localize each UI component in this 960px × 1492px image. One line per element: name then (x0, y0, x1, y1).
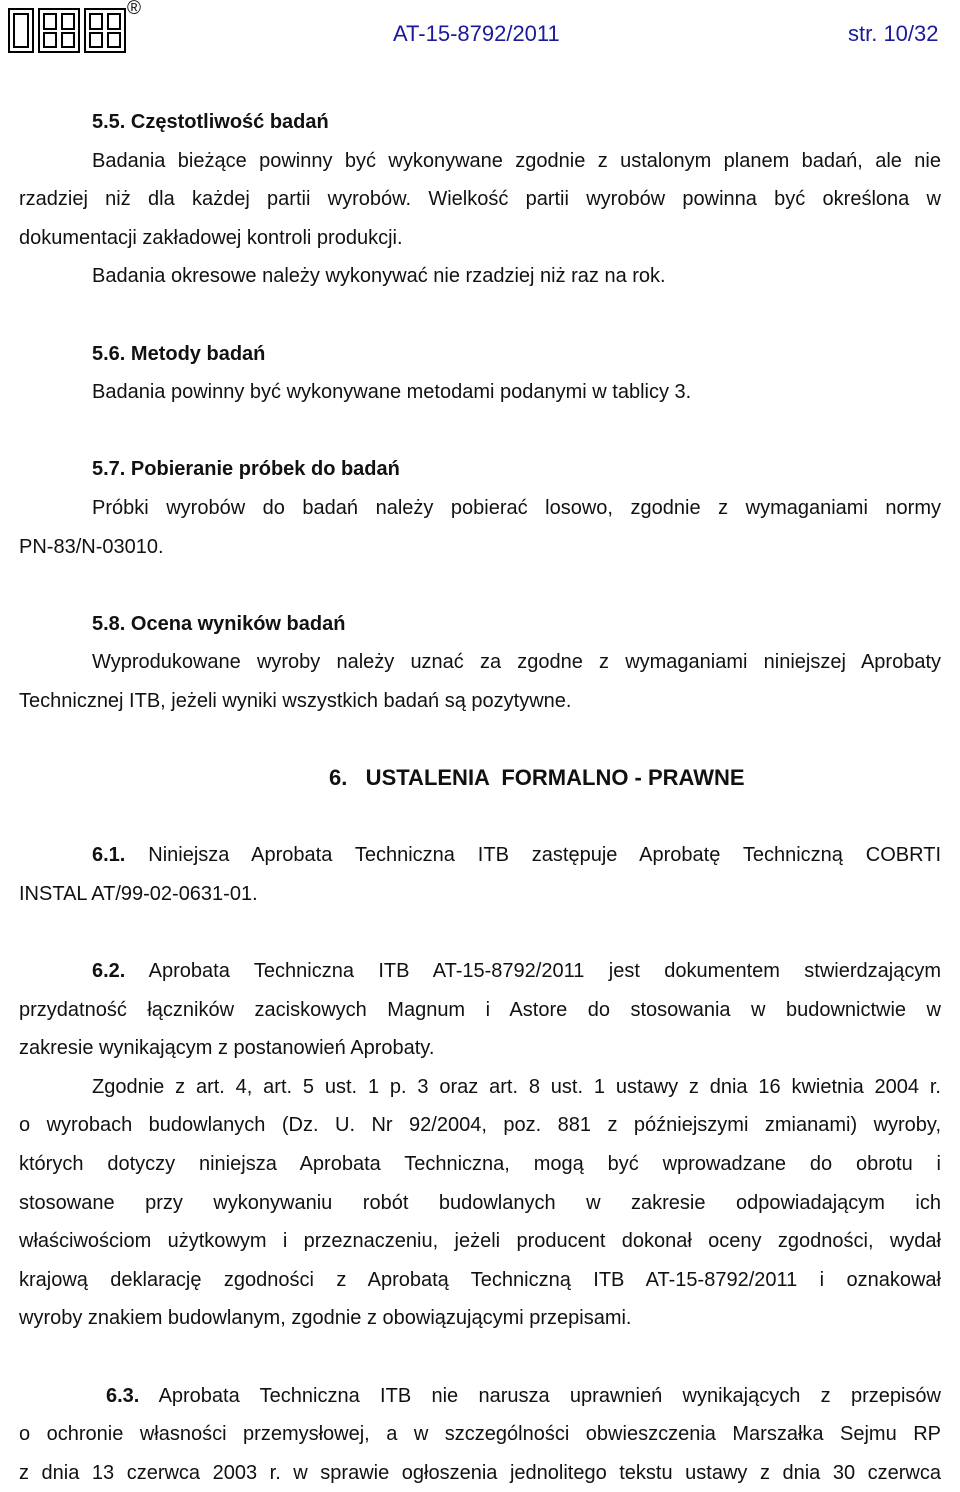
paragraph-line: o wyrobach budowlanych (Dz. U. Nr 92/2004, poz. 881 z późniejszymi zmianami) wyroby, (19, 1114, 941, 1137)
paragraph-line: z dnia 13 czerwca 2003 r. w sprawie ogłoszenia jednolitego tekstu ustawy z dnia 30 czerwca (19, 1461, 941, 1484)
paragraph-line: Badania powinny być wykonywane metodami podanymi w tablicy 3. (92, 381, 692, 404)
heading-title: Metody badań (130, 342, 266, 365)
paragraph-line: Badania bieżące powinny być wykonywane zgodnie z ustalonym planem badań, ale nie (92, 149, 941, 172)
paragraph-text: Aprobata Techniczna ITB nie narusza uprawnień wynikających z przepisów (158, 1384, 941, 1407)
paragraph-line: których dotyczy niniejsza Aprobata Techniczna, mogą być wprowadzane do obrotu i (19, 1153, 941, 1176)
paragraph-line: Próbki wyrobów do badań należy pobierać losowo, zgodnie z wymaganiami normy (92, 496, 941, 519)
registered-mark: ® (127, 0, 141, 19)
paragraph-line: PN-83/N-03010. (19, 535, 164, 558)
chapter-heading-6: 6. USTALENIA FORMALNO - PRAWNE (329, 765, 745, 791)
paragraph-text: Aprobata Techniczna ITB AT-15-8792/2011 jest dokumentem stwierdzającym (148, 960, 942, 983)
section-6-1-first-line (19, 836, 941, 875)
page-header (0, 0, 960, 60)
paragraph-line: o ochronie własności przemysłowej, a w szczególności obwieszczenia Marszałka Sejmu RP (19, 1423, 941, 1446)
paragraph-line: rzadziej niż dla każdej partii wyrobów. Wielkość partii wyrobów powinna być określona w (19, 188, 941, 211)
paragraph-line: właściwościom użytkowym i przeznaczeniu, jeżeli producent dokonał oceny zgodności, wydał (19, 1230, 941, 1253)
page-number: str. 10/32 (848, 21, 939, 46)
paragraph-line: Zgodnie z art. 4, art. 5 ust. 1 p. 3 oraz art. 8 ust. 1 ustawy z dnia 16 kwietnia 2004 r. (92, 1075, 941, 1098)
paragraph-line: Technicznej ITB, jeżeli wyniki wszystkich badań są pozytywne. (19, 689, 572, 712)
paragraph-line: stosowane przy wykonywaniu robót budowlanych w zakresie odpowiadającym ich (19, 1191, 941, 1214)
paragraph-line: INSTAL AT/99-02-0631-01. (19, 882, 258, 905)
section-6-2-first-line (19, 952, 941, 991)
paragraph-line: Badania okresowe należy wykonywać nie rzadziej niż raz na rok. (92, 265, 666, 288)
paragraph-line: przydatność łączników zaciskowych Magnum i Astore do stosowania w budownictwie w (19, 998, 941, 1021)
heading-title: Pobieranie próbek do badań (130, 458, 400, 481)
paragraph-line: Wyprodukowane wyroby należy uznać za zgodne z wymaganiami niniejszej Aprobaty (92, 651, 941, 674)
heading-title: Częstotliwość badań (130, 111, 329, 133)
heading-number: 5.6. (92, 342, 126, 365)
paragraph-text: Niniejsza Aprobata Techniczna ITB zastępuje Aprobatę Techniczną COBRTI (148, 844, 941, 867)
section-number: 6.2. (92, 960, 126, 983)
heading-number: 5.8. (92, 612, 126, 635)
section-number: 6.1. (92, 844, 126, 867)
heading-title: Ocena wyników badań (130, 612, 346, 635)
section-heading-5-8 (19, 605, 941, 644)
paragraph-line: krajową deklarację zgodności z Aprobatą Techniczną ITB AT-15-8792/2011 i oznakował (19, 1268, 941, 1291)
section-6-3-first-line (19, 1377, 941, 1416)
heading-number: 5.7. (92, 458, 126, 481)
section-heading-5-6 (19, 335, 941, 374)
paragraph-line: dokumentacji zakładowej kontroli produkcji. (19, 226, 403, 249)
paragraph-line: wyroby znakiem budowlanym, zgodnie z obowiązującymi przepisami. (19, 1307, 632, 1330)
section-heading-5-7 (19, 450, 941, 489)
paragraph-line: zakresie wynikającym z postanowień Aprobaty. (19, 1037, 435, 1060)
section-number: 6.3. (106, 1384, 140, 1407)
document-code: AT-15-8792/2011 (393, 21, 560, 46)
heading-number: 5.5. (92, 111, 126, 133)
itb-logo-icon (8, 8, 128, 53)
section-heading-5-5 (19, 103, 941, 142)
document-body (19, 103, 941, 1492)
